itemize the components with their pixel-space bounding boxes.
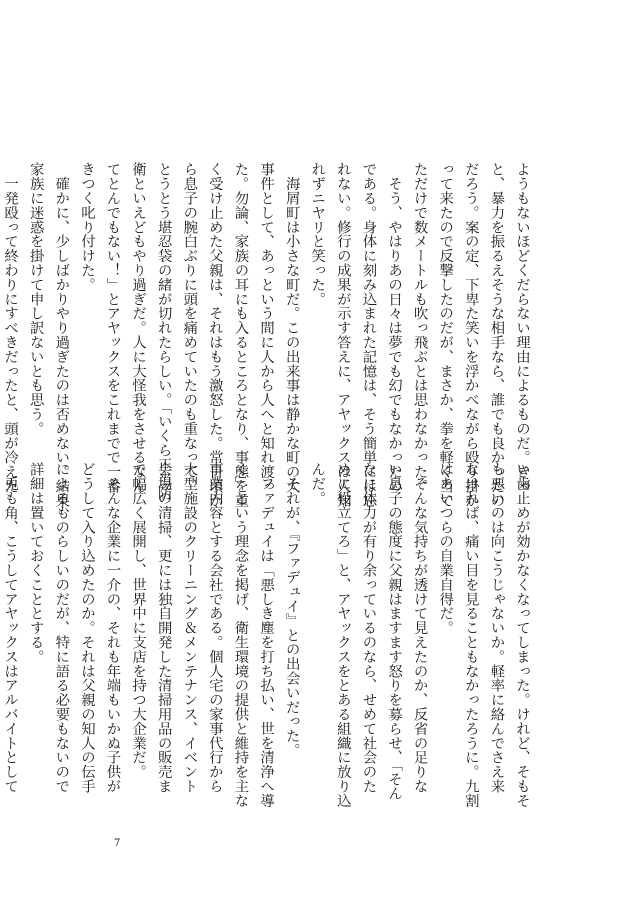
text-line: てとんでもない！」とアヤックスをこれまでで一番 bbox=[104, 162, 121, 494]
text-line: 家族に迷惑を掛けて申し訳ないとも思う。 bbox=[27, 162, 44, 436]
text-line: く受け止めた父親は、それはもう激怒した。常日頃か bbox=[206, 162, 223, 508]
text-line: れない。修行の成果が示す答えに、アヤックスは人知 bbox=[334, 162, 351, 508]
text-line: 事業内容とする会社である。個人宅の家事代行から bbox=[206, 462, 223, 794]
text-line: ファデュイは「悪しき塵を打ち払い、世を清浄へ導 bbox=[258, 462, 275, 808]
text-line: である。身体に刻み込まれた記憶は、そう簡単には忘 bbox=[360, 162, 377, 508]
text-line: ようもないほどくだらない理由によるものだ。きっ bbox=[514, 162, 530, 494]
text-line: そんな気持ちが透けて見えたのか、反省の足りな bbox=[411, 462, 428, 794]
text-line: れずニヤリと笑った。 bbox=[309, 162, 326, 306]
text-line: きつく叱り付けた。 bbox=[78, 162, 95, 292]
text-line: なに体力が有り余っているのなら、せめて社会のた bbox=[360, 462, 377, 794]
text-line: も悪いのは向こうじゃないか。軽率に絡んでさえ来 bbox=[488, 462, 505, 794]
text-line: ただけで数メートルも吹っ飛ぶとは思わなかった。 bbox=[411, 162, 428, 494]
text-line: めに役立てろ」と、アヤックスをとある組織に放り込 bbox=[334, 462, 351, 808]
text-line: と、暴力を振るえそうな相手なら、誰でも良かったの bbox=[488, 162, 505, 508]
text-line: どうして入り込めたのか。それは父親の知人の伝手 bbox=[78, 462, 95, 794]
text-line: だろう。案の定、下卑た笑いを浮かべながら殴り掛か bbox=[462, 162, 479, 508]
text-line: い歯止めが効かなくなってしまった。けれど、そもそ bbox=[514, 462, 530, 808]
text-line: た。勿論、家族の耳にも入るところとなり、事態を重 bbox=[232, 162, 249, 508]
text-line: 会場の清掃、更には独自開発した清掃用品の販売ま bbox=[155, 462, 172, 794]
text-line: 海屑町は小さな町だ。この出来事は静かな町の大 bbox=[283, 162, 300, 494]
text-line: 事件として、あっという間に人から人へと知れ渡っ bbox=[258, 162, 275, 494]
text-line: 兎も角、こうしてアヤックスはアルバイトとして bbox=[2, 462, 19, 794]
text-line: によるものらしいのだが、特に語る必要もないので bbox=[53, 462, 70, 794]
text-line: 詳細は置いておくこととする。 bbox=[27, 462, 44, 664]
text-line: 衛といえどもやり過ぎだ。人に大怪我をさせるなん bbox=[130, 162, 147, 494]
text-line: それが、『ファデュイ』との出会いだった。 bbox=[283, 462, 300, 758]
text-line: そんな企業に一介の、それも年端もいかぬ子供が bbox=[104, 462, 121, 794]
text-line: 確かに、少しばかりやり過ぎたのは否めない。結果、 bbox=[53, 162, 70, 522]
text-line: んだ。 bbox=[309, 462, 326, 506]
text-line: 一発殴って終わりにすべきだったと、頭が冷えた bbox=[2, 162, 19, 494]
text-line: 大型施設のクリーニング＆メンテナンス、イベント bbox=[181, 462, 198, 794]
text-line: って来たので反撃したのだが、まさか、拳を軽く当て bbox=[437, 162, 454, 508]
page-number: 7 bbox=[114, 838, 121, 849]
text-line: とうとう堪忍袋の緒が切れたらしい。「いくら正当防 bbox=[155, 162, 172, 501]
text-line: はあいつらの自業自得だ。 bbox=[437, 462, 454, 635]
lower-text-block bbox=[2, 462, 534, 808]
text-line: い息子の態度に父親はますます怒りを募らせ、「そん bbox=[386, 462, 403, 801]
text-line: で幅広く展開し、世界中に支店を持つ大企業だ。 bbox=[130, 462, 147, 779]
text-line: ら息子の腕白ぶりに頭を痛めていたのも重なって、 bbox=[181, 162, 198, 494]
text-line: そう、やはりあの日々は夢でも幻でもなかったの bbox=[386, 162, 403, 494]
text-line: く」という理念を掲げ、衛生環境の提供と維持を主な bbox=[232, 462, 249, 808]
text-line: なければ、痛い目を見ることもなかったろうに。九割 bbox=[462, 462, 479, 808]
